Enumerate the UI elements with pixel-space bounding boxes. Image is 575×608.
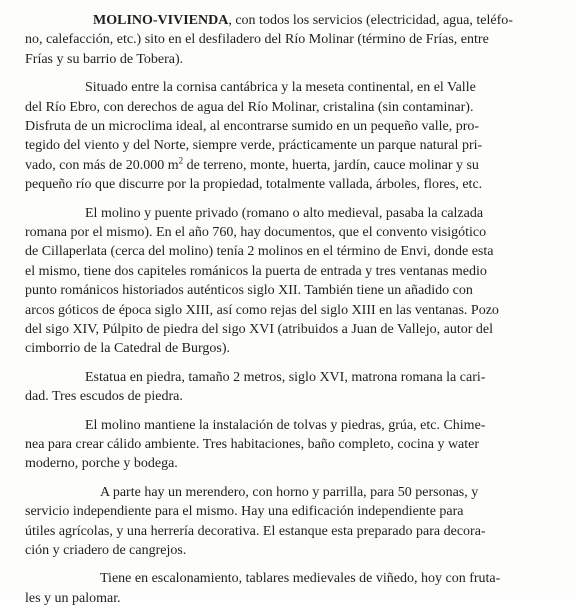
document-line: MOLINO-VIVIENDA, con todos los servicios (electricidad, agua, teléfo- — [93, 13, 513, 28]
document-line: Frías y su barrio de Tobera). — [25, 51, 184, 67]
document-line: dad. Tres escudos de piedra. — [25, 389, 183, 405]
document-line: del sigo XIV, Púlpito de piedra del sigo XVI (atribuidos a Juan de Vallejo, autor del — [25, 322, 494, 337]
document-line: tegido del viento y del Norte, siempre verde, prácticamente un parque natural pri- — [25, 138, 483, 154]
document-line: romana por el mismo). En el año 760, hay documentos, que el convento visigótico — [25, 225, 487, 240]
document-line: Tiene en escalonamiento, tablares medievales de viñedo, hoy con fruta- — [100, 571, 501, 587]
property-heading: MOLINO-VIVIENDA — [93, 13, 229, 28]
document-line: de Cillaperlata (cerca del molino) tenía 2 molinos en el término de Envi, donde esta — [25, 244, 494, 260]
document-line: El molino y puente privado (romano o alto medieval, pasaba la calzada — [85, 205, 484, 221]
document-line: no, calefacción, etc.) sito en el desfiladero del Río Molinar (término de Frías, entre — [25, 32, 489, 48]
document-line: servicio independiente para el mismo. Hay una edificación independiente para — [25, 504, 464, 520]
document-line: moderno, porche y bodega. — [25, 456, 178, 472]
document-line: les y un palomar. — [25, 590, 121, 606]
document-line: punto románicos historiados auténticos siglo XII. También tiene un añadido con — [25, 283, 473, 299]
document-line: Situado entre la cornisa cantábrica y la meseta continental, en el Valle — [85, 80, 476, 96]
document-line: cimborrio de la Catedral de Burgos). — [25, 341, 231, 357]
document-line: vado, con más de 20.000 $m^2$ de terreno, monte, huerta, jardín, cauce molinar y su — [25, 155, 479, 173]
document-line: útiles agrícolas, y una herrería decorativa. El estanque esta preparado para decora- — [25, 523, 486, 539]
document-line: ción y criadero de cangrejos. — [25, 543, 187, 558]
document-line: nea para crear cálido ambiente. Tres habitaciones, baño completo, cocina y water — [25, 437, 480, 452]
document-line: El molino mantiene la instalación de tolvas y piedras, grúa, etc. Chime- — [85, 417, 486, 433]
document-line: del Río Ebro, con derechos de agua del Río Molinar, cristalina (sin contaminar). — [25, 99, 474, 115]
document-line: Estatua en piedra, tamaño 2 metros, siglo XVI, matrona romana la cari- — [85, 369, 486, 385]
document-line: el mismo, tiene dos capiteles románicos la puerta de entrada y tres ventanas medio — [25, 263, 487, 279]
document-line: Disfruta de un microclima ideal, al encontrarse sumido en un pequeño valle, pro- — [25, 119, 480, 134]
document-line: A parte hay un merendero, con horno y parrilla, para 50 personas, y — [100, 484, 479, 500]
document-line: arcos góticos de época siglo XIII, así como rejas del siglo XIII en las ventanas. Pozo — [25, 302, 499, 318]
document-line: pequeño río que discurre por la propiedad, totalmente vallada, árboles, flores, etc. — [25, 177, 483, 193]
